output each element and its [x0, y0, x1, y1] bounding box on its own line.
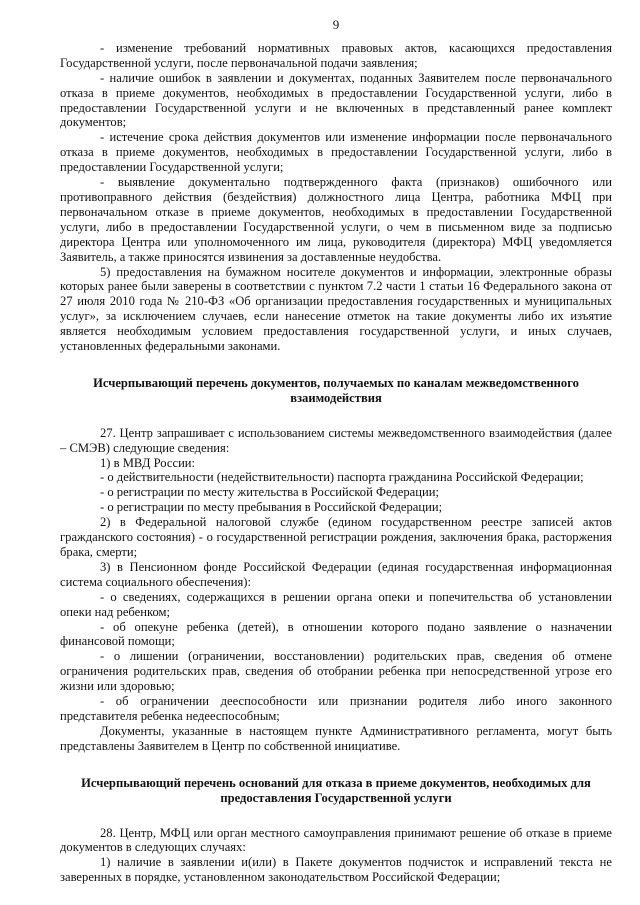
paragraph: 5) предоставления на бумажном носителе документов и информации, электронные образы которых ранее были заверены в соответствии с пунктом 7.2 части 1 статьи 16 Федерального закона от 27 июля 2010 года № 210-ФЗ «Об организации предоставления государственных и муниципальных услуг», за исключением случаев, если нанесение отметок на такие документы либо их изъятие является необходимым условием предоставления государственной услуги, и иных случаев, установленных федеральными законами.	[60, 264, 612, 354]
section-heading-refusal-grounds: Исчерпывающий перечень оснований для отказа в приеме документов, необходимых для предоставления Государственной услуги	[81, 775, 591, 805]
paragraph: Документы, указанные в настоящем пункте Административного регламента, могут быть представлены Заявителем в Центр по собственной инициативе.	[60, 723, 612, 753]
paragraph: - наличие ошибок в заявлении и документах, поданных Заявителем после первоначального отказа в приеме документов, необходимых в предоставлении Государственной услуги, либо в предоставлении Государственной услуги и не включенных в представленный ранее комплект документов;	[60, 70, 612, 130]
paragraph: - изменение требований нормативных правовых актов, касающихся предоставления Государственной услуги, после первоначальной подачи заявления;	[60, 40, 612, 70]
paragraph: - выявление документально подтвержденного факта (признаков) ошибочного или противоправного действия (бездействия) должностного лица Центра, работника МФЦ при первоначальном отказе в приеме документов, необходимых в предоставлении Государственной услуги, либо в предоставлении Государственной услуги, о чем в письменном виде за подписью директора Центра или уполномоченного им лица, руководителя (директора) МФЦ уведомляется Заявитель, а также приносятся извинения за доставленные неудобства.	[60, 175, 612, 264]
paragraph: 1) в МВД России:	[100, 455, 196, 470]
paragraph: - о лишении (ограничении, восстановлении) родительских прав, сведения об отмене ограничения родительских прав, сведения об отобрании ребенка при непосредственной угрозе его жизни или здоровью;	[60, 649, 612, 694]
paragraph: 3) в Пенсионном фонде Российской Федерации (единая государственная информационная система социального обеспечения):	[60, 559, 612, 589]
paragraph: 27. Центр запрашивает с использованием системы межведомственного взаимодействия (далее – СМЭВ) следующие сведения:	[60, 425, 612, 455]
section-heading-interagency: Исчерпывающий перечень документов, получаемых по каналам межведомственного взаимодействия	[93, 375, 579, 405]
paragraph: - о регистрации по месту пребывания в Российской Федерации;	[100, 500, 443, 515]
paragraph: 1) наличие в заявлении и(или) в Пакете документов подчисток и исправлений текста не заверенных в порядке, установленном законодательством Российской Федерации;	[60, 855, 612, 885]
paragraph: - об ограничении дееспособности или признании родителя либо иного законного представителя ребенка недееспособным;	[60, 694, 612, 723]
page-number: 9	[332, 17, 340, 32]
paragraph: - о регистрации по месту жительства в Российской Федерации;	[100, 485, 439, 500]
paragraph: - об опекуне ребенка (детей), в отношении которого подано заявление о назначении финансовой помощи;	[60, 619, 612, 649]
paragraph: - о сведениях, содержащихся в решении органа опеки и попечительства об установлении опеки над ребенком;	[60, 589, 612, 619]
paragraph: - истечение срока действия документов или изменение информации после первоначального отказа в приеме документов, необходимых в предоставлении Государственной услуги, либо в предоставлении Государственной услуги;	[60, 130, 612, 175]
paragraph: 2) в Федеральной налоговой службе (едином государственном реестре записей актов гражданского состояния) - о государственной регистрации рождения, заключения брака, расторжения брака, смерти;	[60, 515, 612, 559]
paragraph: 28. Центр, МФЦ или орган местного самоуправления принимают решение об отказе в приеме документов в следующих случаях:	[60, 825, 612, 855]
paragraph: - о действительности (недействительности) паспорта гражданина Российской Федерации;	[100, 470, 584, 485]
